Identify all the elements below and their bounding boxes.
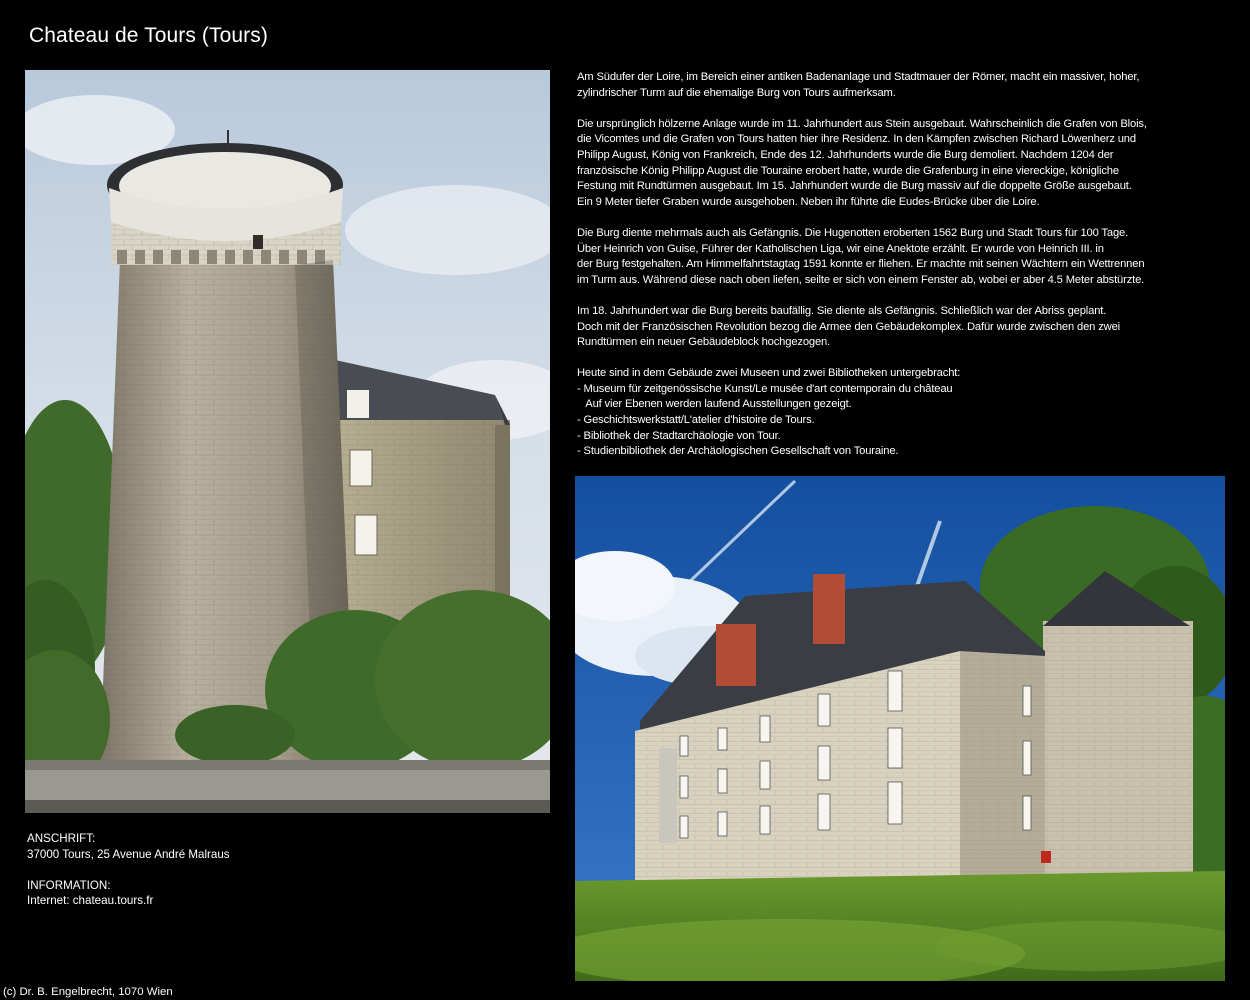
information-label: INFORMATION: (27, 878, 111, 892)
address-block (27, 831, 230, 862)
description-text (577, 70, 1227, 460)
list-item: - Museum für zeitgenössische Kunst/Le musée d'art contemporain du château (577, 382, 953, 395)
address-value: 37000 Tours, 25 Avenue André Malraus (27, 847, 230, 861)
list-item: Auf vier Ebenen werden laufend Ausstellungen gezeigt. (577, 398, 852, 411)
address-label: ANSCHRIFT: (27, 832, 96, 845)
list-item: - Geschichtswerkstatt/L'atelier d'histoire de Tours. (577, 414, 815, 427)
list-item: - Studienbibliothek der Archäologischen Gesellschaft von Touraine. (577, 445, 899, 458)
information-block (27, 878, 230, 909)
tower-photo (25, 70, 550, 813)
page-title: Chateau de Tours (Tours) (29, 24, 268, 47)
description-paragraph: Die ursprünglich hölzerne Anlage wurde im 11. Jahrhundert aus Stein ausgebaut. Wahrscheinlich die Grafen von Blois, die Vicomtes und die Grafen von Tours hatten hier ihre Residenz. In den Kämpfen zwischen Richard Löwenherz und Philipp August, König von Frankreich, Ende des 12. Jahrhunderts wurde die Burg demoliert. Nachdem 1204 der französische König Philipp August die Touraine erobert hatte, wurde die Grafenburg in eine viereckige, königliche Festung mit Rundtürmen ausgebaut. Im 15. Jahrhundert wurde die Burg massiv auf die doppelte Größe ausgebaut. Ein 9 Meter tiefer Graben wurde ausgehoben. Neben ihr führte die Eudes-Brücke über die Loire. (577, 117, 1147, 208)
tower-photo-illustration (25, 70, 550, 813)
description-paragraph: Am Südufer der Loire, im Bereich einer antiken Badenanlage und Stadtmauer der Römer, macht ein massiver, hoher, zylindrischer Turm auf die ehemalige Burg von Tours aufmerksam. (577, 71, 1140, 99)
building-photo-illustration (575, 476, 1225, 981)
description-paragraph: Die Burg diente mehrmals auch als Gefängnis. Die Hugenotten eroberten 1562 Burg und Stadt Tours für 100 Tage. Über Heinrich von Guise, Führer der Katholischen Liga, wir eine Anektote erzählt. Er wurde von Heinrich III. in der Burg festgehalten. Am Himmelfahrtstagtag 1591 konnte er fliehen. Er machte mit seinen Wächtern ein Wettrennen im Turm aus. Während diese nach oben liefen, seilte er sich von einem Fenster ab, wobei er aber 4.5 Meter abstürzte. (577, 226, 1145, 286)
museums-list (577, 382, 1227, 460)
copyright-notice: (c) Dr. B. Engelbrecht, 1070 Wien (3, 986, 173, 998)
building-photo (575, 476, 1225, 981)
website-link[interactable]: Internet: chateau.tours.fr (27, 894, 154, 908)
contact-info (27, 831, 230, 925)
museums-list-intro: Heute sind in dem Gebäude zwei Museen und zwei Bibliotheken untergebracht: (577, 367, 961, 380)
description-paragraph: Im 18. Jahrhundert war die Burg bereits baufällig. Sie diente als Gefängnis. Schließlich war der Abriss geplant. Doch mit der Französischen Revolution bezog die Armee den Gebäudekomplex. Dafür wurde zwischen den zwei Rundtürmen ein neuer Gebäudeblock hochgezogen. (577, 304, 1120, 349)
list-item: - Bibliothek der Stadtarchäologie von Tour. (577, 429, 781, 442)
